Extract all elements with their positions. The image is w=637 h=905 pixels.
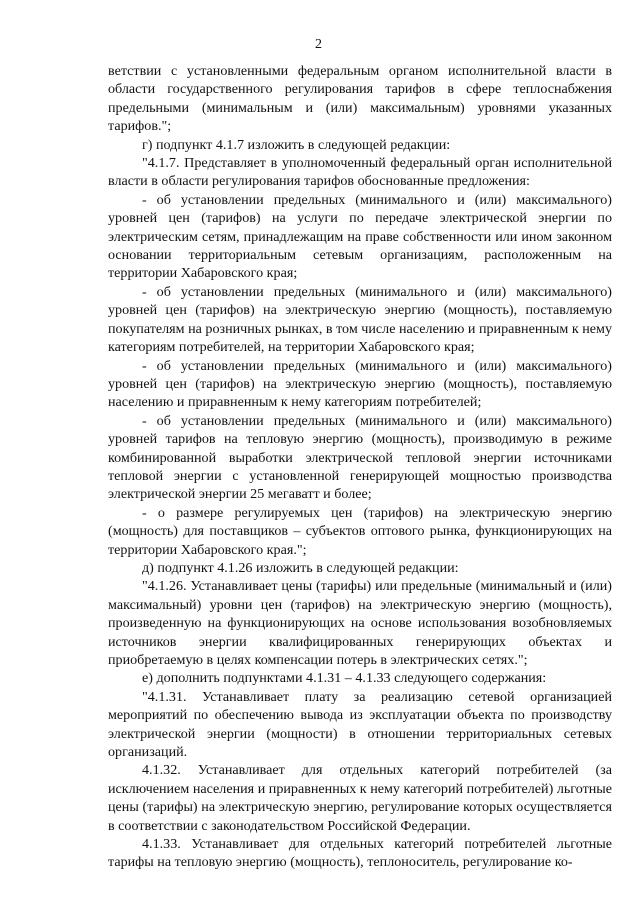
paragraph: - об установлении предельных (минимального и (или) максимального) уровней тарифов на тепловую энергию (мощность), производимую в режиме комбинированной выработки электрической тепловой энергии источниками тепловой энергии с установленной генерирующей мощностью производства электрической энергии 25 мегаватт и более;: [108, 412, 612, 503]
paragraph: е) дополнить подпунктами 4.1.31 – 4.1.33 следующего содержания:: [142, 670, 547, 687]
page-number: 2: [315, 37, 322, 52]
paragraph: - об установлении предельных (минимального и (или) максимального) уровней цен (тарифов) на электрическую энергию (мощность), поставляемую покупателям на розничных рынках, в том числе населению и приравненным к нему категориям потребителей, на территории Хабаровского края;: [108, 283, 612, 356]
paragraph: "4.1.31. Устанавливает плату за реализацию сетевой организацией мероприятий по обеспечению вывода из эксплуатации объекта по производству электрической энергии (мощности) в отношении территориальных сетевых организаций.: [108, 688, 612, 761]
paragraph: - об установлении предельных (минимального и (или) максимального) уровней цен (тарифов) на электрическую энергию (мощность), поставляемую населению и приравненным к нему категориям потребителей;: [108, 357, 612, 411]
paragraph: ветствии с установленными федеральным органом исполнительной власти в области государственного регулирования тарифов в сфере теплоснабжения предельными (минимальным и (или) максимальным) уровнями указанных тарифов.";: [108, 63, 612, 135]
document-body: [108, 62, 612, 872]
paragraph: "4.1.7. Представляет в уполномоченный федеральный орган исполнительной власти в области регулирования тарифов обоснованные предложения:: [108, 155, 612, 190]
paragraph: 4.1.33. Устанавливает для отдельных категорий потребителей льготные тарифы на тепловую энергию (мощность), теплоноситель, регулирование ко-: [108, 836, 612, 871]
paragraph: д) подпункт 4.1.26 изложить в следующей редакции:: [142, 559, 459, 576]
paragraph: "4.1.26. Устанавливает цены (тарифы) или предельные (минимальный и (или) максимальный) уровни цен (тарифов) на электрическую энергию (мощность), произведенную на функционирующих на основе использования возобновляемых источников энергии квалифицированных генерирующих объектах и приобретаемую в целях компенсации потерь в электрических сетях.";: [108, 578, 612, 668]
paragraph: г) подпункт 4.1.7 изложить в следующей редакции:: [142, 136, 451, 153]
paragraph: - об установлении предельных (минимального и (или) максимального) уровней цен (тарифов) на услуги по передаче электрической энергии по электрическим сетям, принадлежащим на праве собственности или ином законном основании территориальным сетевым организациям, расположенным на территории Хабаровского края;: [108, 191, 612, 282]
paragraph: 4.1.32. Устанавливает для отдельных категорий потребителей (за исключением населения и приравненных к нему категорий потребителей) льготные цены (тарифы) на электрическую энергию, регулирование которых осуществляется в соответствии с законодательством Российской Федерации.: [108, 762, 612, 834]
paragraph: - о размере регулируемых цен (тарифов) на электрическую энергию (мощность) для поставщиков – субъектов оптового рынка, функционирующих на территории Хабаровского края.";: [108, 504, 612, 558]
